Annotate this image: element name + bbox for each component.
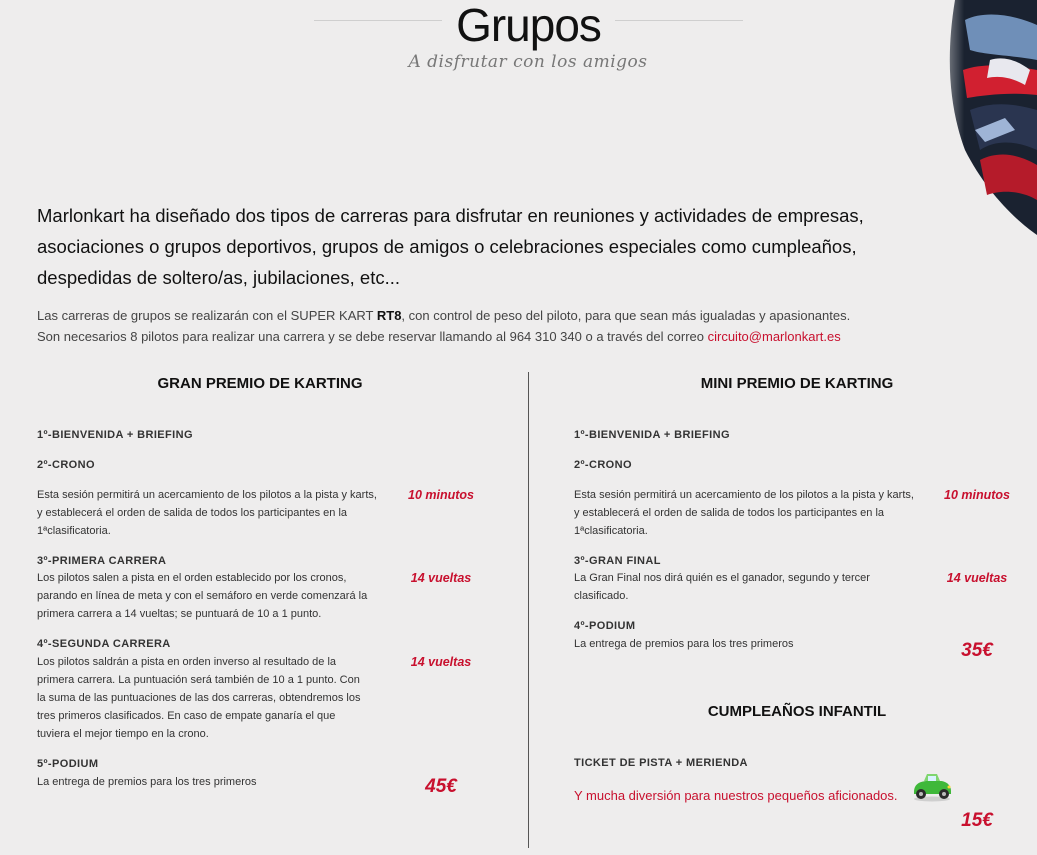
cumple-title: CUMPLEAÑOS INFANTIL xyxy=(707,703,887,720)
mini-premio-title: MINI PREMIO DE KARTING xyxy=(700,375,894,392)
gran-step-4: 4º-SEGUNDA CARRERA xyxy=(37,638,171,650)
mini-step-3: 3º-GRAN FINAL xyxy=(574,555,661,567)
mini-step-1: 1º-BIENVENIDA + BRIEFING xyxy=(574,429,730,441)
mini-step-4-desc: La entrega de premios para los tres primeros xyxy=(574,638,794,650)
toy-car-icon xyxy=(910,770,954,802)
title-rule-left xyxy=(314,20,442,21)
gran-premio-title: GRAN PREMIO DE KARTING xyxy=(157,375,363,392)
gran-premio-price: 45€ xyxy=(425,776,457,797)
intro-details-line-1 xyxy=(37,305,937,326)
mini-step-4: 4º-PODIUM xyxy=(574,620,636,632)
email-link[interactable]: circuito@marlonkart.es xyxy=(707,329,841,344)
intro-line1-post: , con control de peso del piloto, para que sean más igualadas y apasionantes. xyxy=(401,308,851,323)
gran-step-4-laps: 14 vueltas xyxy=(410,655,472,669)
mini-step-2-duration: 10 minutos xyxy=(944,488,1010,502)
intro-line1-pre: Las carreras de grupos se realizarán con el SUPER KART xyxy=(37,308,377,323)
gran-step-5: 5º-PODIUM xyxy=(37,758,99,770)
gran-step-3-desc: Los pilotos salen a pista en el orden establecido por los cronos, parando en línea de meta y con el semáforo en verde comenzará la primera carrera a 14 vueltas; se puntuará de 10 a 1 punto. xyxy=(37,572,368,620)
intro-line2-pre: Son necesarios 8 pilotos para realizar una carrera y se debe reservar llamando al 964 310 340 o a través del correo xyxy=(37,329,708,344)
gran-step-2-duration: 10 minutos xyxy=(408,488,474,502)
title-rule-right xyxy=(615,20,743,21)
gran-step-1: 1º-BIENVENIDA + BRIEFING xyxy=(37,429,193,441)
kart-model: RT8 xyxy=(376,308,402,323)
gran-step-3: 3º-PRIMERA CARRERA xyxy=(37,555,167,567)
mini-step-2: 2º-CRONO xyxy=(574,459,632,471)
gran-step-2: 2º-CRONO xyxy=(37,459,95,471)
gran-step-5-desc: La entrega de premios para los tres primeros xyxy=(37,776,257,788)
gran-step-3-laps: 14 vueltas xyxy=(410,571,472,585)
mini-step-2-desc: Esta sesión permitirá un acercamiento de los pilotos a la pista y karts, y establecerá el orden de salida de todos los participantes en la 1ªclasificatoria. xyxy=(574,489,914,537)
gran-step-2-desc: Esta sesión permitirá un acercamiento de los pilotos a la pista y karts, y establecerá el orden de salida de todos los participantes en la 1ªclasificatoria. xyxy=(37,489,377,537)
intro-text: Marlonkart ha diseñado dos tipos de carreras para disfrutar en reuniones y actividades de empresas, asociaciones o grupos deportivos, grupos de amigos o celebraciones especiales como cumpleaños, despedidas de soltero/as, jubilaciones, etc... xyxy=(37,205,864,288)
page-subtitle: A disfrutar con los amigos xyxy=(408,52,648,72)
page-header xyxy=(0,0,1037,80)
gran-step-4-desc: Los pilotos saldrán a pista en orden inverso al resultado de la primera carrera. La puntuación será también de 10 a 1 punto. Con la suma de las puntuaciones de las dos carreras, obtendremos los tres primeros clasificados. En caso de empate ganaría el que tuviera el mejor tiempo en la crono. xyxy=(37,656,361,740)
intro-details-line-2 xyxy=(37,326,937,347)
cumple-item: TICKET DE PISTA + MERIENDA xyxy=(574,757,748,769)
cumple-price: 15€ xyxy=(961,810,993,831)
intro-details xyxy=(37,305,937,347)
mini-premio-price: 35€ xyxy=(961,640,993,661)
page-title: Grupos xyxy=(456,0,601,51)
cumple-desc: Y mucha diversión para nuestros pequeños aficionados. xyxy=(574,788,898,803)
mini-step-3-desc: La Gran Final nos dirá quién es el ganador, segundo y tercer clasificado. xyxy=(574,572,870,602)
column-divider xyxy=(528,372,529,848)
mini-step-3-laps: 14 vueltas xyxy=(946,571,1008,585)
